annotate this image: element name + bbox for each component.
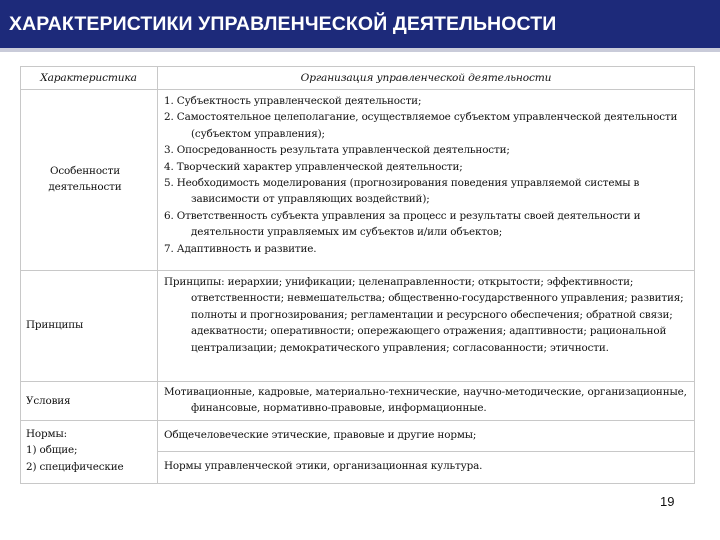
grid-left: [20, 66, 21, 484]
norms-label-line: 1) общие;: [26, 444, 78, 457]
grid-row2-bottom: [20, 381, 695, 382]
principles-text: Принципы: иерархии; унификации; целенаправленности; открытости; эффективности; ответственности; невмешательства; общественно-государственного управления; развития; полноты и прогнозирования; регламентации и ресурсного обеспечения; обратной связи; адекватности; оперативности; опережающего отражения; адаптивности; рациональной централизации; демократического управления; согласованности; этичности.: [164, 276, 684, 354]
grid-bottom: [20, 483, 695, 484]
norms-label-line: 2) специфические: [26, 460, 124, 473]
conditions-text: Мотивационные, кадровые, материально-технические, научно-методические, организационные, финансовые, нормативно-правовые, информационные.: [164, 386, 687, 415]
norms-general-text: Общечеловеческие этические, правовые и другие нормы;: [164, 429, 477, 441]
grid-row3-bottom: [20, 420, 695, 421]
row-label-norms: [26, 426, 156, 475]
page-number: 19: [660, 494, 675, 509]
row-label-conditions: Условия: [26, 395, 71, 407]
slide-title: ХАРАКТЕРИСТИКИ УПРАВЛЕНЧЕСКОЙ ДЕЯТЕЛЬНОСТИ: [9, 13, 557, 35]
list-item: 1. Субъектность управленческой деятельности;: [164, 95, 422, 107]
list-item: 3. Опосредованность результата управленческой деятельности;: [164, 144, 510, 157]
features-list: [164, 93, 692, 257]
grid-center: [157, 66, 158, 484]
title-bar: [0, 0, 720, 52]
grid-row4-mid: [158, 451, 695, 452]
header-characteristic: Характеристика: [40, 72, 137, 84]
list-item: 4. Творческий характер управленческой деятельности;: [164, 160, 463, 173]
list-item: 2. Самостоятельное целеполагание, осуществляемое субъектом управленческой деятельности (субъектом управления);: [164, 111, 678, 140]
row-label-features: Особенности деятельности: [48, 165, 122, 194]
grid-top: [20, 66, 695, 67]
norms-specific-text: Нормы управленческой этики, организационная культура.: [164, 460, 483, 472]
list-item: 7. Адаптивность и развитие.: [164, 242, 317, 255]
list-item: 6. Ответственность субъекта управления за процесс и результаты своей деятельности и деятельности управляемых им субъектов и/или объектов;: [164, 209, 641, 239]
row-label-principles: Принципы: [26, 319, 84, 331]
list-item: 5. Необходимость моделирования (прогнозирования поведения управляемой системы в зависимости от управляющих воздействий);: [164, 177, 640, 206]
grid-right: [694, 66, 695, 484]
grid-under-header: [20, 89, 695, 90]
grid-row1-bottom: [20, 270, 695, 271]
norms-label-line: Нормы:: [26, 428, 67, 440]
header-organization: Организация управленческой деятельности: [300, 72, 552, 84]
